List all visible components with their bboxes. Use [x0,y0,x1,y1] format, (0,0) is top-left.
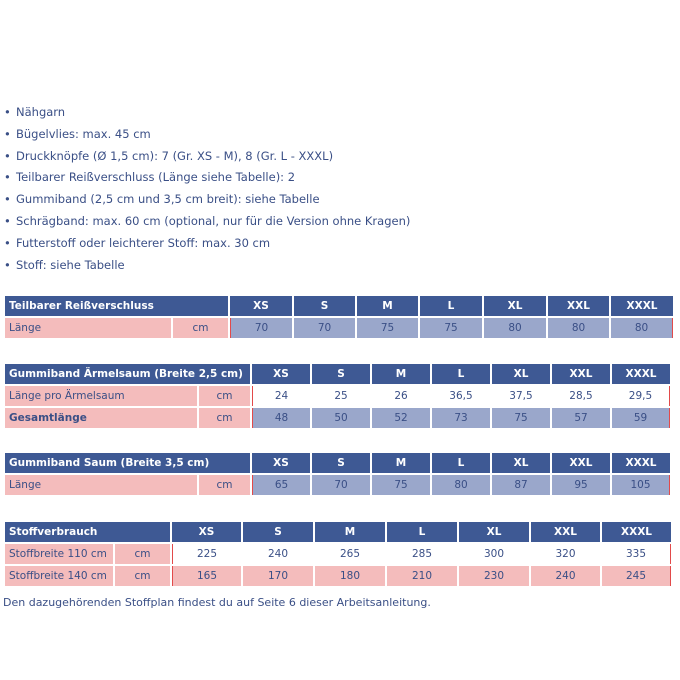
value-cell: 73 [432,408,490,428]
value-cell: 230 [459,566,529,586]
row-unit: cm [173,318,228,338]
value-cell: 28,5 [552,386,610,406]
value-cell: 80 [432,475,490,495]
bullet-icon: • [4,257,11,272]
value-cell: 70 [294,318,355,338]
value-cell: 335 [602,544,671,564]
footer-note: Den dazugehörenden Stoffplan findest du auf Seite 6 dieser Arbeitsanleitung. [3,596,431,609]
table-row [5,318,673,338]
size-header: XXL [552,453,610,473]
value-cell: 70 [230,318,292,338]
value-cell: 36,5 [432,386,490,406]
value-cell: 300 [459,544,529,564]
table-title: Gummiband Ärmelsaum (Breite 2,5 cm) [5,364,250,384]
row-label: Gesamtlänge [5,408,197,428]
material-item [4,255,410,277]
value-cell: 25 [312,386,370,406]
row-label: Stoffbreite 140 cm [5,566,113,586]
material-item [4,167,410,189]
value-cell: 29,5 [612,386,670,406]
hem-elastic-table [3,453,672,495]
value-cell: 105 [612,475,670,495]
value-cell: 37,5 [492,386,550,406]
size-header: M [315,522,385,542]
size-header: XXXL [612,364,670,384]
value-cell: 87 [492,475,550,495]
size-header: S [312,364,370,384]
table-header-row [5,453,670,473]
bullet-icon: • [4,105,11,119]
row-label: Länge pro Ärmelsaum [5,386,197,406]
material-text: Teilbarer Reißverschluss (Länge siehe Tabelle): 2 [16,170,296,185]
size-header: XL [459,522,529,542]
material-item [4,124,410,146]
table-header-row [5,296,673,316]
material-item [4,146,410,168]
value-cell: 165 [172,566,241,586]
material-item [4,233,410,255]
value-cell: 24 [252,386,310,406]
value-cell: 320 [531,544,600,564]
row-label: Länge [5,318,171,338]
bullet-icon: • [4,170,11,185]
value-cell: 59 [612,408,670,428]
table-title: Teilbarer Reißverschluss [5,296,228,316]
zip-table [3,296,675,338]
fabric-table [3,522,673,586]
material-text: Schrägband: max. 60 cm (optional, nur für die Version ohne Kragen) [16,213,411,228]
size-header: XL [492,364,550,384]
size-header: XXL [548,296,609,316]
value-cell: 170 [243,566,313,586]
size-header: XS [230,296,292,316]
table-title: Stoffverbrauch [5,522,170,542]
row-unit: cm [199,475,250,495]
size-header: M [372,364,430,384]
bullet-icon: • [4,213,11,228]
value-cell: 50 [312,408,370,428]
value-cell: 75 [372,475,430,495]
size-header: L [432,364,490,384]
bullet-icon: • [4,235,11,250]
value-cell: 240 [531,566,600,586]
value-cell: 245 [602,566,671,586]
size-header: XL [492,453,550,473]
value-cell: 95 [552,475,610,495]
value-cell: 26 [372,386,430,406]
material-text: Futterstoff oder leichterer Stoff: max. 30 cm [16,235,271,250]
row-unit: cm [115,544,170,564]
table-row [5,544,671,564]
material-item [4,102,410,124]
table-row [5,566,671,586]
row-unit: cm [115,566,170,586]
bullet-icon: • [4,192,11,207]
size-header: XXL [552,364,610,384]
size-header: M [372,453,430,473]
bullet-icon: • [4,126,11,141]
row-label: Stoffbreite 110 cm [5,544,113,564]
value-cell: 57 [552,408,610,428]
size-header: XS [252,364,310,384]
size-header: XL [484,296,546,316]
table-row [5,475,670,495]
table-header-row [5,364,670,384]
value-cell: 52 [372,408,430,428]
material-item [4,189,410,211]
value-cell: 65 [252,475,310,495]
size-header: S [312,453,370,473]
material-text: Stoff: siehe Tabelle [16,257,125,272]
materials-list [4,102,410,276]
size-header: XXXL [612,453,670,473]
value-cell: 75 [420,318,482,338]
size-header: M [357,296,418,316]
value-cell: 70 [312,475,370,495]
size-header: S [294,296,355,316]
sleeve-elastic-table [3,364,672,428]
size-header: XXXL [602,522,671,542]
size-header: L [387,522,457,542]
size-header: XXL [531,522,600,542]
table-row [5,408,670,428]
value-cell: 265 [315,544,385,564]
material-text: Nähgarn [16,105,66,119]
value-cell: 180 [315,566,385,586]
material-text: Druckknöpfe (Ø 1,5 cm): 7 (Gr. XS - M), 8 (Gr. L - XXXL) [16,148,334,163]
value-cell: 75 [492,408,550,428]
material-text: Bügelvlies: max. 45 cm [16,126,151,141]
value-cell: 75 [357,318,418,338]
bullet-icon: • [4,148,11,163]
table-header-row [5,522,671,542]
size-header: S [243,522,313,542]
size-header: L [432,453,490,473]
size-header: L [420,296,482,316]
material-item [4,211,410,233]
size-header: XS [172,522,241,542]
row-label: Länge [5,475,197,495]
value-cell: 210 [387,566,457,586]
value-cell: 225 [172,544,241,564]
value-cell: 80 [548,318,609,338]
size-header: XXXL [611,296,673,316]
material-text: Gummiband (2,5 cm und 3,5 cm breit): siehe Tabelle [16,192,320,207]
value-cell: 240 [243,544,313,564]
value-cell: 285 [387,544,457,564]
value-cell: 48 [252,408,310,428]
value-cell: 80 [611,318,673,338]
table-row [5,386,670,406]
row-unit: cm [199,386,250,406]
size-header: XS [252,453,310,473]
value-cell: 80 [484,318,546,338]
table-title: Gummiband Saum (Breite 3,5 cm) [5,453,250,473]
row-unit: cm [199,408,250,428]
